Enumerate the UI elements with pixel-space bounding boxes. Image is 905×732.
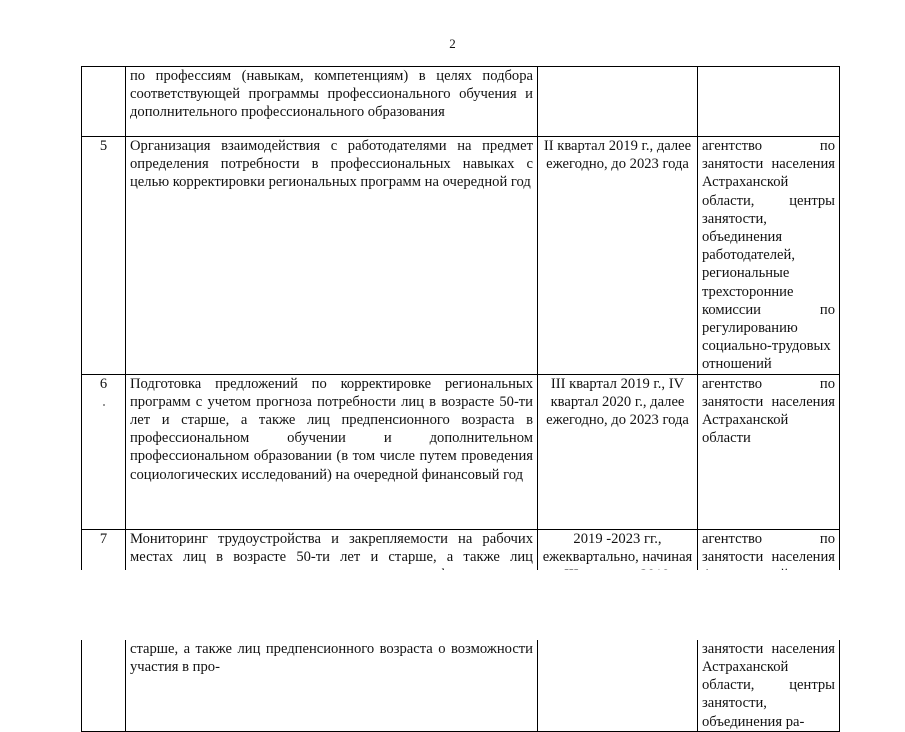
- row-number: 5: [82, 137, 126, 375]
- action-text: Организация взаимодействия с работодателями на предмет определения потребности в профессиональных навыках с целью корректировки региональных программ на очередной год: [126, 137, 538, 375]
- page-bottom-margin: [81, 570, 841, 640]
- responsible-text: агентство по занятости населения Астраханской области: [698, 374, 840, 529]
- table-row: [82, 67, 840, 137]
- table-row: [82, 137, 840, 375]
- responsible-text: занятости населения Астраханской области, центры занятости, объединения ра-: [698, 621, 840, 731]
- responsible-text: [698, 67, 840, 137]
- period-text: [538, 67, 698, 137]
- page-number: 2: [449, 36, 456, 51]
- responsible-text: агентство по занятости населения Астраханской области, центры занятости, объединения работодателей, региональные трехсторонние комиссии по регулированию социально-трудовых отношений: [698, 137, 840, 375]
- table-row: [82, 374, 840, 529]
- action-text: по профессиям (навыкам, компетенциям) в целях подбора соответствующей программы профессионального обучения и дополнительного профессионального образования: [126, 67, 538, 137]
- period-text: II квартал 2019 г., далее ежегодно, до 2023 года: [538, 137, 698, 375]
- action-text: Подготовка предложений по корректировке региональных программ с учетом прогноза потребности лиц в возрасте 50-ти лет и старше, а также лиц предпенсионного возраста в профессиональном обучении и дополнительном профессиональном образовании (в том числе путем проведения социологических исследований) на очередной финансовый год: [126, 374, 538, 529]
- action-text: Мониторинг трудоустройства и закрепляемости на рабочих местах лиц в возрасте 50-ти лет и старше, а также лиц: [126, 529, 538, 621]
- row-number: 6: [82, 374, 126, 529]
- row-number: 7: [82, 529, 126, 621]
- period-text: III квартал 2019 г., IV квартал 2020 г., далее ежегодно, до 2023 года: [538, 374, 698, 529]
- responsible-text: агентство по занятости населения: [698, 529, 840, 621]
- action-text: старше, а также лиц предпенсионного возраста о возможности участия в про-: [126, 621, 538, 731]
- period-text: 2019 -2023 гг., ежеквартально, начиная: [538, 529, 698, 621]
- row-number: [82, 67, 126, 137]
- scan-speck: [103, 404, 105, 406]
